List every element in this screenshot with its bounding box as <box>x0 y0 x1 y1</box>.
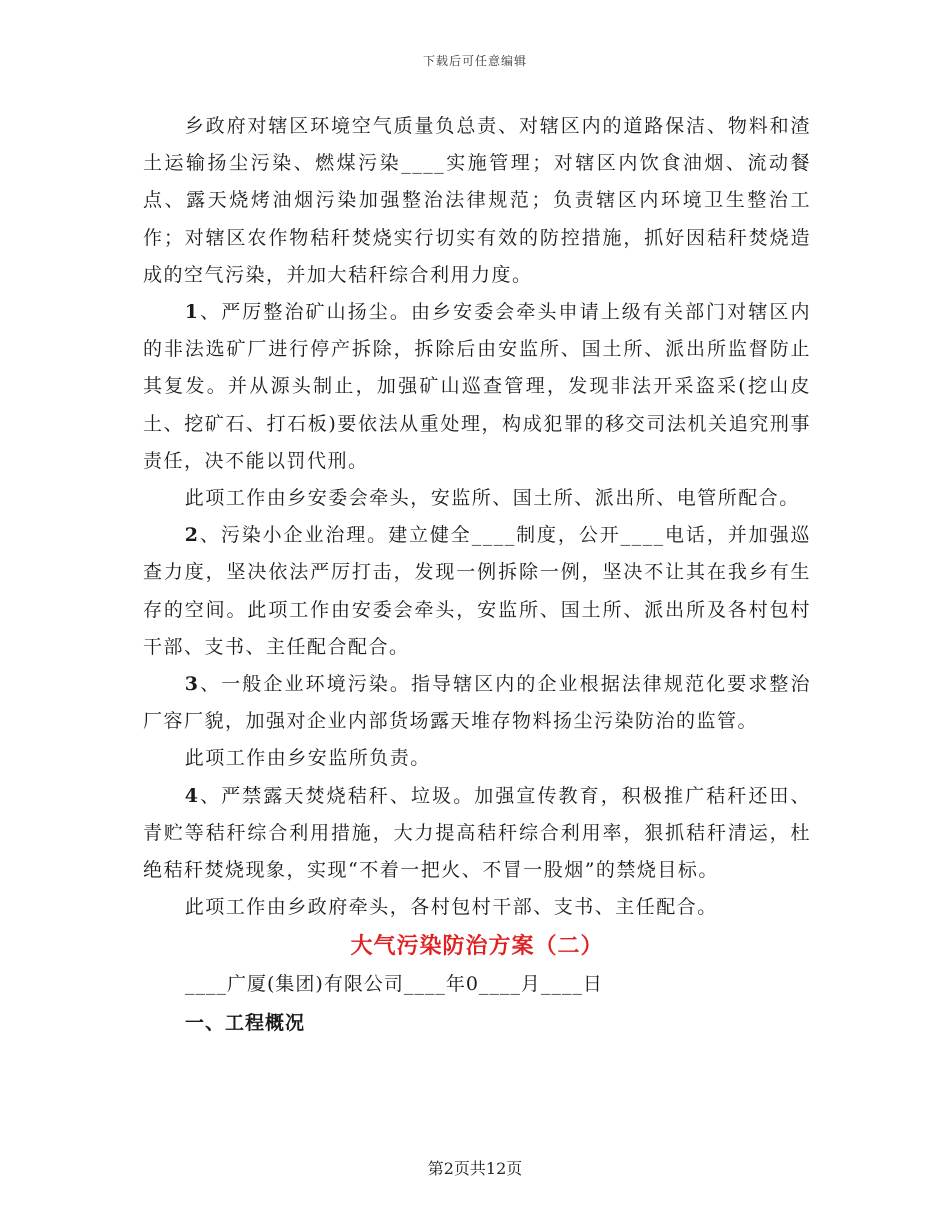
item-number: 4 <box>184 784 200 807</box>
paragraph-intro: 乡政府对辖区环境空气质量负总责、对辖区内的道路保洁、物料和渣土运输扬尘污染、燃煤污染____实施管理；对辖区内饮食油烟、流动餐点、露天烧烤油烟污染加强整治法律规范；负责辖区内环境卫生整治工作；对辖区农作物秸秆焚烧实行切实有效的防控措施，抓好因秸秆焚烧造成的空气污染，并加大秸秆综合利用力度。 <box>143 115 811 286</box>
company-date-line: ____广厦(集团)有限公司____年0____月____日 <box>185 973 603 996</box>
item-number: 1 <box>184 301 200 324</box>
item-number: 3 <box>184 673 200 696</box>
paragraph-item-3: 3、一般企业环境污染。指导辖区内的企业根据法律规范化要求整治厂容厂貌，加强对企业内部货场露天堆存物料扬尘污染防治的监管。 <box>143 673 811 733</box>
paragraph-item-4-responsibility: 此项工作由乡政府牵头，各村包村干部、支书、主任配合。 <box>184 896 718 919</box>
page-number: 第2页共12页 <box>427 1159 523 1178</box>
section-title: 大气污染防治方案（二） <box>350 934 604 960</box>
paragraph-item-1: 1、严厉整治矿山扬尘。由乡安委会牵头申请上级有关部门对辖区内的非法选矿厂进行停产拆除，拆除后由安监所、国土所、派出所监督防止其复发。并从源头制止，加强矿山巡查管理，发现非法开采盗采(挖山皮土、挖矿石、打石板)要依法从重处理，构成犯罪的移交司法机关追究刑事责任，决不能以罚代刑。 <box>143 301 811 472</box>
paragraph-item-1-responsibility: 此项工作由乡安委会牵头，安监所、国土所、派出所、电管所配合。 <box>184 487 800 510</box>
header-note: 下载后可任意编辑 <box>422 54 527 68</box>
section-heading: 一、工程概况 <box>185 1012 306 1035</box>
item-number: 2 <box>184 524 200 547</box>
paragraph-item-3-responsibility: 此项工作由乡安监所负责。 <box>184 747 431 770</box>
paragraph-item-2: 2、污染小企业治理。建立健全____制度，公开____电话，并加强巡查力度，坚决依法严厉打击，发现一例拆除一例，坚决不让其在我乡有生存的空间。此项工作由安委会牵头，安监所、国土所、派出所及各村包村干部、支书、主任配合配合。 <box>143 524 811 658</box>
paragraph-item-4: 4、严禁露天焚烧秸秆、垃圾。加强宣传教育，积极推广秸秆还田、青贮等秸秆综合利用措施，大力提高秸秆综合利用率，狠抓秸秆清运，杜绝秸秆焚烧现象，实现“不着一把火、不冒一股烟”的禁烧目标。 <box>143 784 811 882</box>
document-body <box>143 108 811 1043</box>
